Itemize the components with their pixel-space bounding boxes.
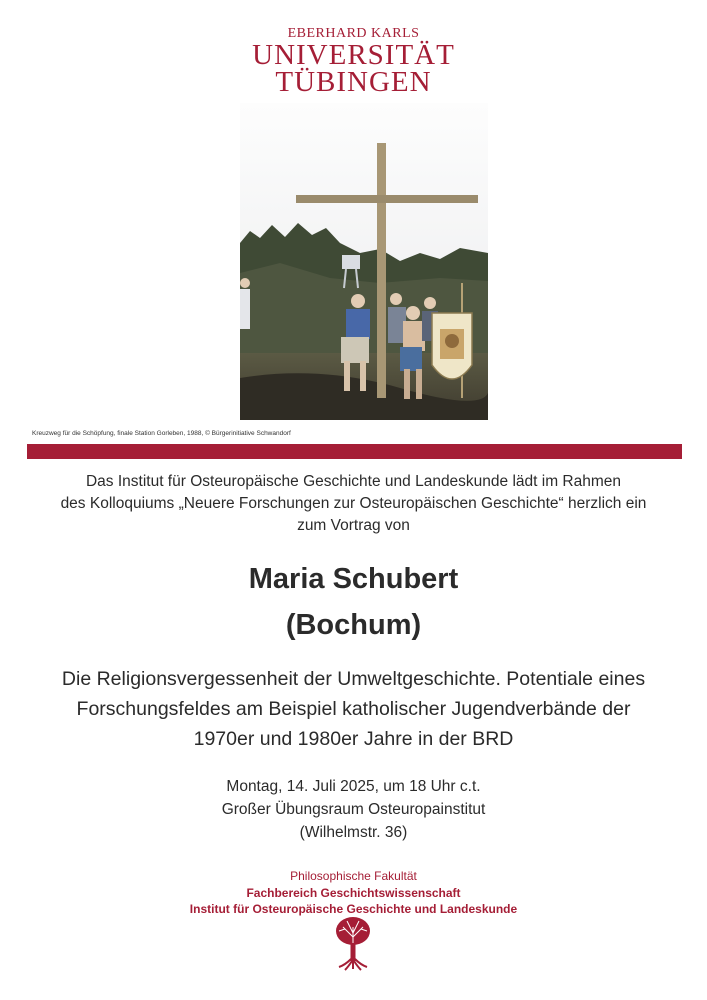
event-room: Großer Übungsraum Osteuropainstitut bbox=[221, 801, 486, 818]
speaker-block bbox=[0, 556, 707, 648]
event-address: (Wilhelmstr. 36) bbox=[299, 824, 408, 841]
event-photo bbox=[240, 103, 488, 420]
event-details bbox=[0, 775, 707, 844]
event-date: Montag, 14. Juli 2025, um 18 Uhr c.t. bbox=[226, 778, 481, 795]
logo-line-2: UNIVERSITÄT bbox=[252, 39, 455, 71]
speaker-name: Maria Schubert bbox=[248, 563, 459, 595]
talk-title-line-3: 1970er und 1980er Jahre in der BRD bbox=[193, 728, 514, 750]
photo-caption: Kreuzweg für die Schöpfung, finale Station Gorleben, 1988, © Bürgerinitiative Schwandorf bbox=[32, 430, 291, 437]
accent-divider-bar bbox=[27, 444, 682, 459]
logo-line-3: TÜBINGEN bbox=[275, 66, 432, 98]
organizer-department: Fachbereich Geschichtswissenschaft bbox=[246, 885, 461, 900]
talk-title-line-1: Die Religionsvergessenheit der Umweltgeschichte. Potentiale eines bbox=[61, 668, 646, 690]
tree-emblem-icon bbox=[333, 915, 373, 971]
speaker-affiliation: (Bochum) bbox=[285, 609, 422, 641]
organizer-institute: Institut für Osteuropäische Geschichte und Landeskunde bbox=[189, 902, 518, 916]
intro-line-2: des Kolloquiums „Neuere Forschungen zur Osteuropäischen Geschichte“ herzlich ein bbox=[60, 495, 647, 512]
university-logo bbox=[0, 26, 707, 96]
intro-line-3: zum Vortrag von bbox=[297, 517, 410, 534]
talk-title bbox=[20, 664, 687, 754]
organizer-block bbox=[0, 868, 707, 918]
organizer-faculty: Philosophische Fakultät bbox=[290, 869, 417, 883]
logo-line-1: EBERHARD KARLS bbox=[287, 26, 420, 41]
invitation-intro bbox=[30, 471, 677, 537]
intro-line-1: Das Institut für Osteuropäische Geschichte und Landeskunde lädt im Rahmen bbox=[85, 473, 622, 490]
talk-title-line-2: Forschungsfeldes am Beispiel katholischer Jugendverbände der bbox=[76, 698, 631, 720]
